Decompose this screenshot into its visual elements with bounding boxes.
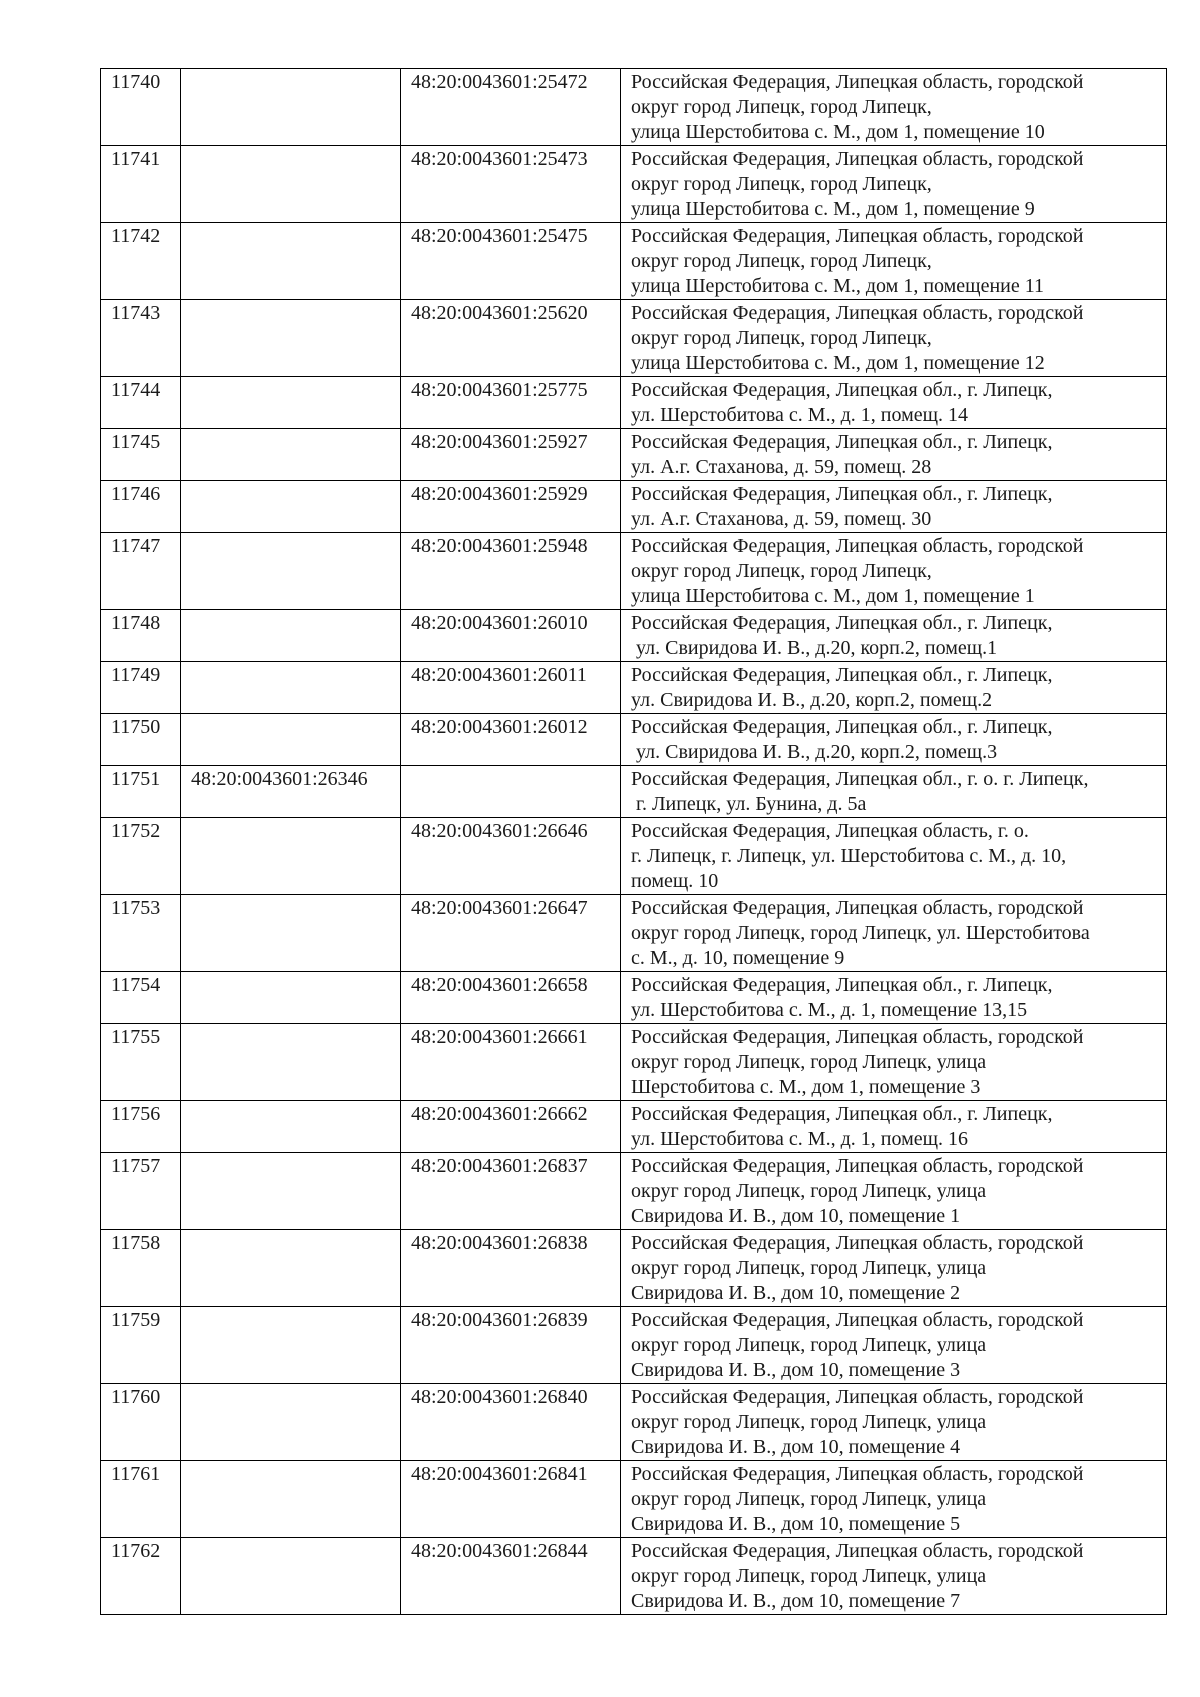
row-number-cell: 11740 xyxy=(101,69,181,146)
row-number-cell: 11744 xyxy=(101,377,181,429)
cadastral-number-cell: 48:20:0043601:25948 xyxy=(401,533,621,610)
row-number-cell: 11754 xyxy=(101,972,181,1024)
row-number-cell: 11747 xyxy=(101,533,181,610)
address-line: помещ. 10 xyxy=(631,870,719,892)
table-row xyxy=(101,223,1167,300)
address-line: Свиридова И. В., дом 10, помещение 5 xyxy=(631,1513,961,1535)
building-cadastral-cell xyxy=(181,223,401,300)
address-line: Российская Федерация, Липецкая обл., г. Липецк, xyxy=(631,664,1053,686)
address-cell xyxy=(621,429,1167,481)
address-cell xyxy=(621,610,1167,662)
address-line: Российская Федерация, Липецкая область, городской xyxy=(631,1540,1084,1562)
address-line: округ город Липецк, город Липецк, улица xyxy=(631,1257,987,1279)
building-cadastral-cell: 48:20:0043601:26346 xyxy=(181,766,401,818)
address-line: Российская Федерация, Липецкая область, городской xyxy=(631,535,1084,557)
address-line: Российская Федерация, Липецкая обл., г. Липецк, xyxy=(631,612,1053,634)
address-cell xyxy=(621,1461,1167,1538)
address-line: Российская Федерация, Липецкая область, городской xyxy=(631,71,1084,93)
table-row xyxy=(101,69,1167,146)
table-row xyxy=(101,1230,1167,1307)
address-cell xyxy=(621,69,1167,146)
address-cell xyxy=(621,223,1167,300)
address-cell xyxy=(621,1101,1167,1153)
table-row xyxy=(101,766,1167,818)
table-row xyxy=(101,429,1167,481)
address-line: Свиридова И. В., дом 10, помещение 1 xyxy=(631,1205,961,1227)
row-number-cell: 11759 xyxy=(101,1307,181,1384)
building-cadastral-cell xyxy=(181,610,401,662)
address-cell xyxy=(621,1384,1167,1461)
address-line: Российская Федерация, Липецкая область, городской xyxy=(631,1232,1084,1254)
table-row xyxy=(101,610,1167,662)
address-line: Российская Федерация, Липецкая обл., г. Липецк, xyxy=(631,483,1053,505)
cadastral-number-cell: 48:20:0043601:26658 xyxy=(401,972,621,1024)
address-cell xyxy=(621,377,1167,429)
address-line: округ город Липецк, город Липецк, xyxy=(631,173,932,195)
row-number-cell: 11743 xyxy=(101,300,181,377)
address-line: округ город Липецк, город Липецк, xyxy=(631,96,932,118)
registry-table-body xyxy=(101,69,1167,1615)
address-line: ул. А.г. Стаханова, д. 59, помещ. 28 xyxy=(631,456,932,478)
address-cell xyxy=(621,1024,1167,1101)
building-cadastral-cell xyxy=(181,895,401,972)
address-line: Российская Федерация, Липецкая область, городской xyxy=(631,1309,1084,1331)
address-cell xyxy=(621,972,1167,1024)
row-number-cell: 11746 xyxy=(101,481,181,533)
row-number-cell: 11750 xyxy=(101,714,181,766)
cadastral-number-cell: 48:20:0043601:25475 xyxy=(401,223,621,300)
building-cadastral-cell xyxy=(181,1384,401,1461)
table-row xyxy=(101,481,1167,533)
address-line: улица Шерстобитова с. М., дом 1, помещение 9 xyxy=(631,198,1035,220)
address-line: Российская Федерация, Липецкая область, городской xyxy=(631,1463,1084,1485)
cadastral-number-cell: 48:20:0043601:25620 xyxy=(401,300,621,377)
address-cell xyxy=(621,818,1167,895)
address-line: округ город Липецк, город Липецк, улица xyxy=(631,1051,987,1073)
cadastral-number-cell: 48:20:0043601:26839 xyxy=(401,1307,621,1384)
table-row xyxy=(101,1024,1167,1101)
row-number-cell: 11756 xyxy=(101,1101,181,1153)
table-row xyxy=(101,714,1167,766)
building-cadastral-cell xyxy=(181,533,401,610)
row-number-cell: 11752 xyxy=(101,818,181,895)
address-line: Российская Федерация, Липецкая область, городской xyxy=(631,225,1084,247)
address-cell xyxy=(621,1153,1167,1230)
table-row xyxy=(101,1538,1167,1615)
cadastral-number-cell: 48:20:0043601:25775 xyxy=(401,377,621,429)
row-number-cell: 11757 xyxy=(101,1153,181,1230)
building-cadastral-cell xyxy=(181,1024,401,1101)
address-line: Российская Федерация, Липецкая область, городской xyxy=(631,148,1084,170)
address-line: округ город Липецк, город Липецк, ул. Шерстобитова xyxy=(631,922,1090,944)
table-row xyxy=(101,300,1167,377)
document-page xyxy=(100,68,1166,1615)
cadastral-number-cell xyxy=(401,766,621,818)
property-registry-table xyxy=(100,68,1167,1615)
building-cadastral-cell xyxy=(181,146,401,223)
address-line: г. Липецк, г. Липецк, ул. Шерстобитова с. М., д. 10, xyxy=(631,845,1067,867)
address-cell xyxy=(621,1230,1167,1307)
address-line: Свиридова И. В., дом 10, помещение 3 xyxy=(631,1359,961,1381)
address-line: ул. Свиридова И. В., д.20, корп.2, помещ.1 xyxy=(631,637,998,659)
address-cell xyxy=(621,662,1167,714)
address-line: улица Шерстобитова с. М., дом 1, помещение 1 xyxy=(631,585,1035,607)
row-number-cell: 11758 xyxy=(101,1230,181,1307)
address-line: Российская Федерация, Липецкая обл., г. Липецк, xyxy=(631,431,1053,453)
table-row xyxy=(101,533,1167,610)
address-line: округ город Липецк, город Липецк, улица xyxy=(631,1334,987,1356)
address-cell xyxy=(621,1538,1167,1615)
building-cadastral-cell xyxy=(181,818,401,895)
table-row xyxy=(101,662,1167,714)
table-row xyxy=(101,1461,1167,1538)
table-row xyxy=(101,1153,1167,1230)
address-line: ул. Шерстобитова с. М., д. 1, помещ. 14 xyxy=(631,404,969,426)
building-cadastral-cell xyxy=(181,972,401,1024)
cadastral-number-cell: 48:20:0043601:26844 xyxy=(401,1538,621,1615)
building-cadastral-cell xyxy=(181,1307,401,1384)
table-row xyxy=(101,972,1167,1024)
row-number-cell: 11749 xyxy=(101,662,181,714)
building-cadastral-cell xyxy=(181,429,401,481)
building-cadastral-cell xyxy=(181,714,401,766)
address-line: ул. Свиридова И. В., д.20, корп.2, помещ.2 xyxy=(631,689,993,711)
row-number-cell: 11745 xyxy=(101,429,181,481)
building-cadastral-cell xyxy=(181,662,401,714)
building-cadastral-cell xyxy=(181,377,401,429)
address-line: округ город Липецк, город Липецк, xyxy=(631,250,932,272)
cadastral-number-cell: 48:20:0043601:26837 xyxy=(401,1153,621,1230)
address-line: Российская Федерация, Липецкая область, городской xyxy=(631,302,1084,324)
table-row xyxy=(101,146,1167,223)
row-number-cell: 11742 xyxy=(101,223,181,300)
address-line: Российская Федерация, Липецкая обл., г. Липецк, xyxy=(631,716,1053,738)
address-cell xyxy=(621,533,1167,610)
address-line: Российская Федерация, Липецкая обл., г. Липецк, xyxy=(631,974,1053,996)
cadastral-number-cell: 48:20:0043601:26840 xyxy=(401,1384,621,1461)
cadastral-number-cell: 48:20:0043601:26661 xyxy=(401,1024,621,1101)
address-line: Российская Федерация, Липецкая область, городской xyxy=(631,1386,1084,1408)
cadastral-number-cell: 48:20:0043601:26838 xyxy=(401,1230,621,1307)
address-line: округ город Липецк, город Липецк, улица xyxy=(631,1565,987,1587)
row-number-cell: 11753 xyxy=(101,895,181,972)
address-line: округ город Липецк, город Липецк, xyxy=(631,560,932,582)
building-cadastral-cell xyxy=(181,300,401,377)
row-number-cell: 11760 xyxy=(101,1384,181,1461)
address-line: Российская Федерация, Липецкая обл., г. Липецк, xyxy=(631,379,1053,401)
address-line: Российская Федерация, Липецкая обл., г. Липецк, xyxy=(631,1103,1053,1125)
address-line: ул. Шерстобитова с. М., д. 1, помещ. 16 xyxy=(631,1128,969,1150)
table-row xyxy=(101,1384,1167,1461)
address-line: Свиридова И. В., дом 10, помещение 2 xyxy=(631,1282,961,1304)
cadastral-number-cell: 48:20:0043601:25472 xyxy=(401,69,621,146)
address-cell xyxy=(621,895,1167,972)
address-line: округ город Липецк, город Липецк, улица xyxy=(631,1411,987,1433)
address-line: округ город Липецк, город Липецк, улица xyxy=(631,1180,987,1202)
address-line: улица Шерстобитова с. М., дом 1, помещение 11 xyxy=(631,275,1044,297)
table-row xyxy=(101,1101,1167,1153)
cadastral-number-cell: 48:20:0043601:26647 xyxy=(401,895,621,972)
address-cell xyxy=(621,1307,1167,1384)
building-cadastral-cell xyxy=(181,1230,401,1307)
address-line: ул. Шерстобитова с. М., д. 1, помещение 13,15 xyxy=(631,999,1028,1021)
address-line: улица Шерстобитова с. М., дом 1, помещение 10 xyxy=(631,121,1045,143)
address-cell xyxy=(621,766,1167,818)
address-cell xyxy=(621,300,1167,377)
building-cadastral-cell xyxy=(181,1461,401,1538)
building-cadastral-cell xyxy=(181,1538,401,1615)
address-line: с. М., д. 10, помещение 9 xyxy=(631,947,845,969)
table-row xyxy=(101,377,1167,429)
address-line: Российская Федерация, Липецкая обл., г. о. г. Липецк, xyxy=(631,768,1089,790)
address-line: Российская Федерация, Липецкая область, г. о. xyxy=(631,820,1029,842)
cadastral-number-cell: 48:20:0043601:25929 xyxy=(401,481,621,533)
row-number-cell: 11748 xyxy=(101,610,181,662)
address-cell xyxy=(621,481,1167,533)
row-number-cell: 11751 xyxy=(101,766,181,818)
cadastral-number-cell: 48:20:0043601:26662 xyxy=(401,1101,621,1153)
address-line: Свиридова И. В., дом 10, помещение 4 xyxy=(631,1436,961,1458)
building-cadastral-cell xyxy=(181,1101,401,1153)
cadastral-number-cell: 48:20:0043601:25927 xyxy=(401,429,621,481)
address-line: Свиридова И. В., дом 10, помещение 7 xyxy=(631,1590,961,1612)
address-cell xyxy=(621,714,1167,766)
cadastral-number-cell: 48:20:0043601:26011 xyxy=(401,662,621,714)
building-cadastral-cell xyxy=(181,1153,401,1230)
address-line: округ город Липецк, город Липецк, xyxy=(631,327,932,349)
table-row xyxy=(101,818,1167,895)
address-line: г. Липецк, ул. Бунина, д. 5а xyxy=(631,793,867,815)
address-line: Российская Федерация, Липецкая область, городской xyxy=(631,897,1084,919)
address-line: округ город Липецк, город Липецк, улица xyxy=(631,1488,987,1510)
address-line: Шерстобитова с. М., дом 1, помещение 3 xyxy=(631,1076,981,1098)
cadastral-number-cell: 48:20:0043601:26012 xyxy=(401,714,621,766)
row-number-cell: 11761 xyxy=(101,1461,181,1538)
cadastral-number-cell: 48:20:0043601:26646 xyxy=(401,818,621,895)
row-number-cell: 11741 xyxy=(101,146,181,223)
address-line: ул. Свиридова И. В., д.20, корп.2, помещ.3 xyxy=(631,741,998,763)
address-line: Российская Федерация, Липецкая область, городской xyxy=(631,1026,1084,1048)
building-cadastral-cell xyxy=(181,481,401,533)
cadastral-number-cell: 48:20:0043601:25473 xyxy=(401,146,621,223)
address-cell xyxy=(621,146,1167,223)
cadastral-number-cell: 48:20:0043601:26841 xyxy=(401,1461,621,1538)
table-row xyxy=(101,895,1167,972)
row-number-cell: 11755 xyxy=(101,1024,181,1101)
address-line: ул. А.г. Стаханова, д. 59, помещ. 30 xyxy=(631,508,932,530)
building-cadastral-cell xyxy=(181,69,401,146)
address-line: Российская Федерация, Липецкая область, городской xyxy=(631,1155,1084,1177)
address-line: улица Шерстобитова с. М., дом 1, помещение 12 xyxy=(631,352,1045,374)
table-row xyxy=(101,1307,1167,1384)
cadastral-number-cell: 48:20:0043601:26010 xyxy=(401,610,621,662)
row-number-cell: 11762 xyxy=(101,1538,181,1615)
